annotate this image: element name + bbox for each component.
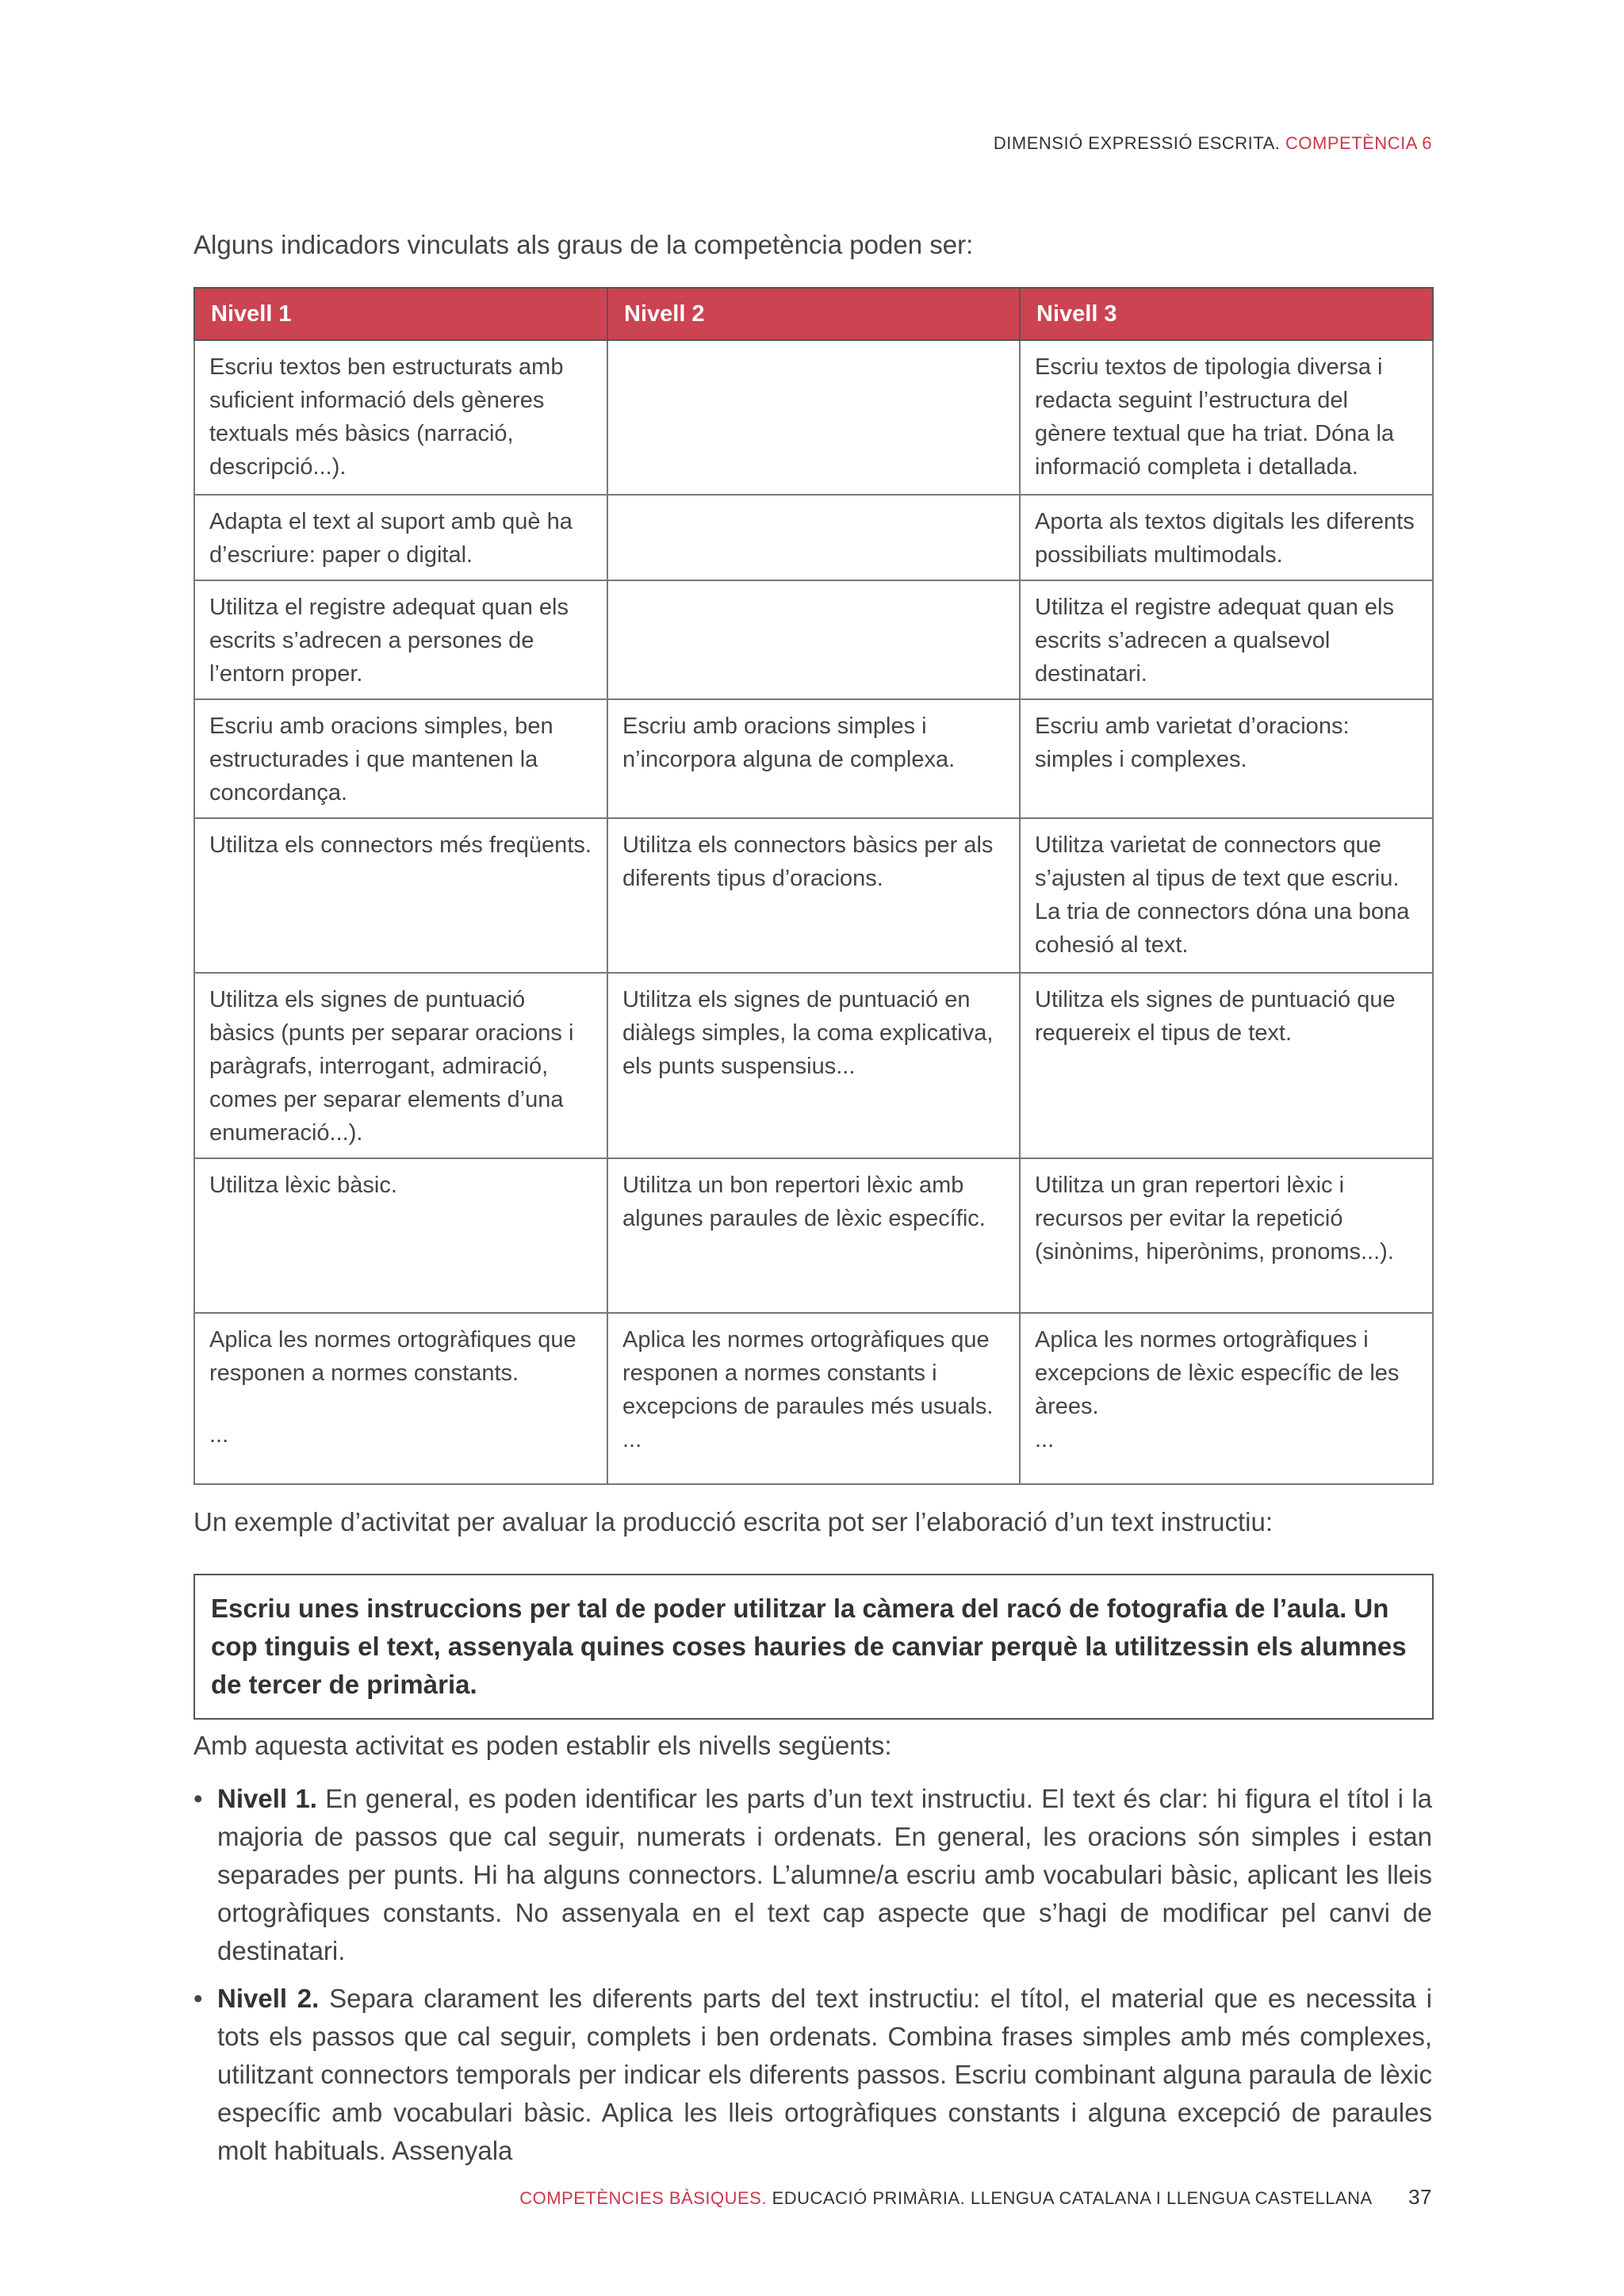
- table-cell: Utilitza els connectors bàsics per als diferents tipus d’oracions.: [607, 818, 1020, 973]
- table-cell: Escriu amb varietat d’oracions: simples i complexes.: [1020, 699, 1433, 818]
- table-cell: Utilitza lèxic bàsic.: [194, 1158, 607, 1313]
- cell-text: Aplica les normes ortogràfiques i excepcions de lèxic específic de les àrees.: [1035, 1327, 1400, 1419]
- example-intro: Un exemple d’activitat per avaluar la producció escrita pot ser l’elaboració d’un text instructiu:: [193, 1507, 1274, 1536]
- table-row: [194, 699, 1433, 818]
- table-row: [194, 580, 1433, 699]
- cell-text: Aplica les normes ortogràfiques que responen a normes constants.: [209, 1327, 576, 1386]
- levels-intro: Amb aquesta activitat es poden establir els nivells següents:: [193, 1731, 892, 1760]
- table-cell: [607, 1313, 1020, 1484]
- table-cell: Utilitza el registre adequat quan els escrits s’adrecen a qualsevol destinatari.: [1020, 580, 1433, 699]
- levels-list: [193, 1780, 1432, 2179]
- table-header-row: [194, 288, 1433, 340]
- running-header: [994, 133, 1432, 154]
- table-cell: [607, 340, 1020, 495]
- table-cell: Utilitza un gran repertori lèxic i recursos per evitar la repetició (sinònims, hiperònims, pronoms...).: [1020, 1158, 1433, 1313]
- level-text: Separa clarament les diferents parts del text instructiu: el títol, el material que es necessita i tots els passos que cal seguir, complets i ben ordenats. Combina frases simples amb més complexes, utilitzant connectors temporals per indicar els diferents passos. Escriu combinant alguna paraula de lèxic específic amb vocabulari bàsic. Aplica les lleis ortogràfiques constants i alguna excepció de paraules molt habituals. Assenyala: [217, 1984, 1432, 2165]
- bullet-icon: •: [193, 1984, 203, 2013]
- header-competence: COMPETÈNCIA 6: [1285, 133, 1432, 153]
- cell-ellipsis: ...: [209, 1422, 229, 1448]
- cell-ellipsis: ...: [1035, 1427, 1055, 1452]
- table-row: [194, 495, 1433, 580]
- running-footer: [519, 2185, 1432, 2210]
- list-item: [193, 1780, 1432, 1970]
- table-cell: Utilitza els signes de puntuació que requereix el tipus de text.: [1020, 973, 1433, 1158]
- table-cell: Utilitza varietat de connectors que s’ajusten al tipus de text que escriu. La tria de connectors dóna una bona cohesió al text.: [1020, 818, 1433, 973]
- table-cell: Utilitza els signes de puntuació bàsics (punts per separar oracions i paràgrafs, interrogant, admiració, comes per separar elements d’una enumeració...).: [194, 973, 607, 1158]
- table-row: [194, 1313, 1433, 1484]
- table-cell: Utilitza un bon repertori lèxic amb algunes paraules de lèxic específic.: [607, 1158, 1020, 1313]
- bullet-icon: •: [193, 1784, 203, 1813]
- table-cell: [607, 580, 1020, 699]
- table-row: [194, 340, 1433, 495]
- table-cell: [194, 1313, 607, 1484]
- table-cell: Adapta el text al suport amb què ha d’escriure: paper o digital.: [194, 495, 607, 580]
- header-nivell-2: Nivell 2: [607, 288, 1020, 340]
- table-cell: [1020, 1313, 1433, 1484]
- cell-ellipsis: ...: [622, 1427, 642, 1452]
- header-section: DIMENSIÓ EXPRESSIÓ ESCRITA.: [993, 133, 1281, 153]
- table-cell: Escriu textos ben estructurats amb suficient informació dels gèneres textuals més bàsics (narració, descripció...).: [194, 340, 607, 495]
- table-cell: Escriu amb oracions simples i n’incorpora alguna de complexa.: [607, 699, 1020, 818]
- intro-text: Alguns indicadors vinculats als graus de la competència poden ser:: [193, 230, 974, 259]
- table-row: [194, 1158, 1433, 1313]
- table-row: [194, 973, 1433, 1158]
- list-item: [193, 1980, 1432, 2170]
- level-label: Nivell 1.: [217, 1784, 326, 1813]
- table-row: [194, 818, 1433, 973]
- table-cell: Utilitza els connectors més freqüents.: [194, 818, 607, 973]
- footer-title: EDUCACIÓ PRIMÀRIA. LLENGUA CATALANA I LLENGUA CASTELLANA: [772, 2188, 1372, 2208]
- cell-text: Aplica les normes ortogràfiques que responen a normes constants i excepcions de paraules més usuals.: [622, 1327, 994, 1419]
- footer-series: COMPETÈNCIES BÀSIQUES.: [519, 2188, 767, 2208]
- table-cell: Escriu amb oracions simples, ben estructurades i que mantenen la concordança.: [194, 699, 607, 818]
- level-text: En general, es poden identificar les parts d’un text instructiu. El text és clar: hi figura el títol i la majoria de passos que cal seguir, numerats i ordenats. En general, les oracions són simples i estan separades per punts. Hi ha alguns connectors. L’alumne/a escriu amb vocabulari bàsic, aplicant les lleis ortogràfiques constants. No assenyala en el text cap aspecte que s’hagi de modificar pel canvi de destinatari.: [217, 1784, 1432, 1965]
- table-cell: Aporta als textos digitals les diferents possibiliats multimodals.: [1020, 495, 1433, 580]
- header-nivell-3: Nivell 3: [1020, 288, 1433, 340]
- level-label: Nivell 2.: [217, 1984, 330, 2013]
- indicators-table: [193, 287, 1434, 1485]
- activity-box: Escriu unes instruccions per tal de poder utilitzar la càmera del racó de fotografia de l’aula. Un cop tinguis el text, assenyala quines coses hauries de canviar perquè la utilitzessin els alumnes de tercer de primària.: [193, 1574, 1434, 1720]
- table-cell: Utilitza el registre adequat quan els escrits s’adrecen a persones de l’entorn proper.: [194, 580, 607, 699]
- table-cell: [607, 495, 1020, 580]
- table-cell: Escriu textos de tipologia diversa i redacta seguint l’estructura del gènere textual que ha triat. Dóna la informació completa i detallada.: [1020, 340, 1433, 495]
- page-number: 37: [1408, 2185, 1432, 2209]
- table-cell: Utilitza els signes de puntuació en diàlegs simples, la coma explicativa, els punts suspensius...: [607, 973, 1020, 1158]
- header-nivell-1: Nivell 1: [194, 288, 607, 340]
